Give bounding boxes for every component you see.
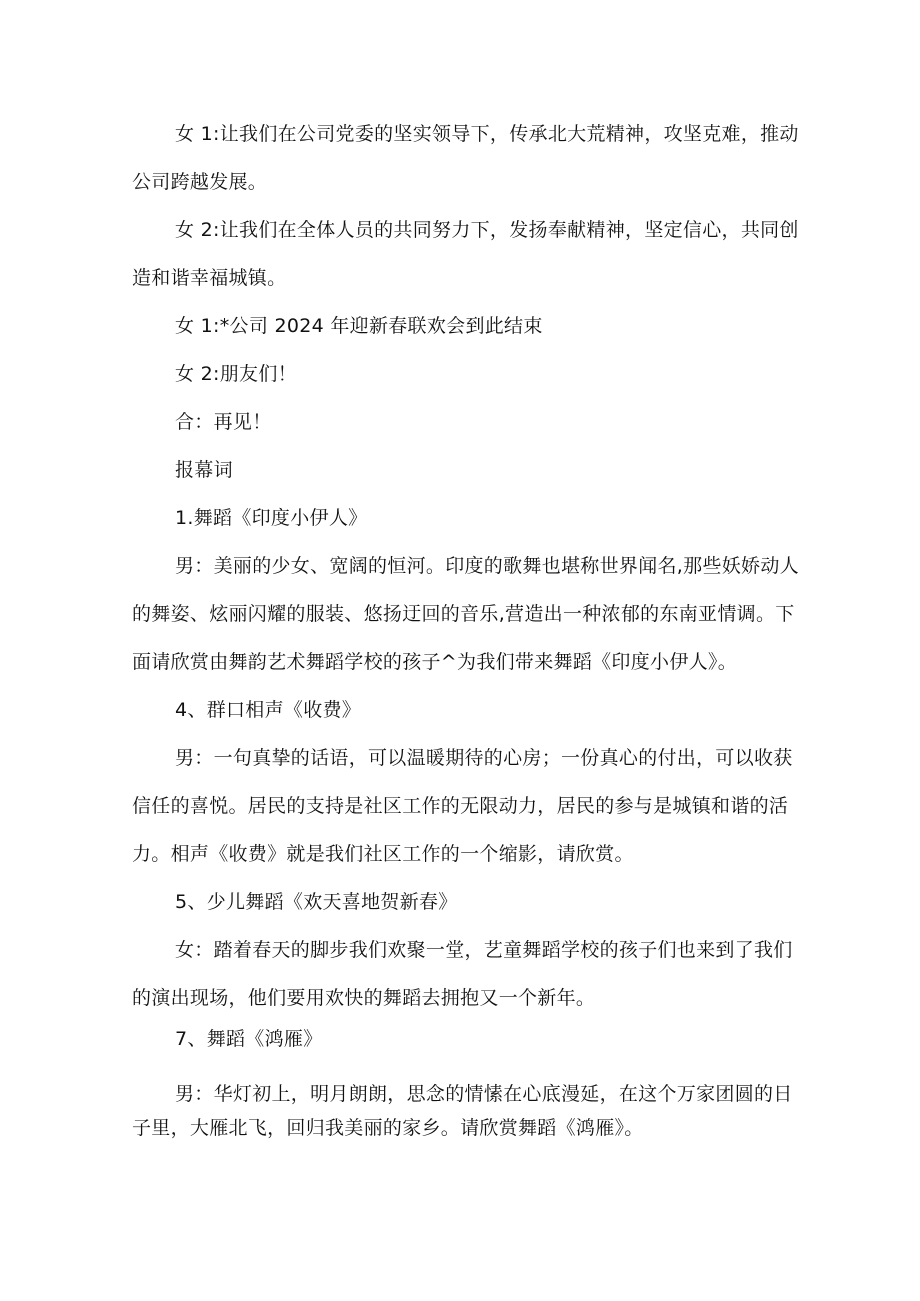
program-item-title: 7、舞蹈《鸿雁》 xyxy=(175,1028,323,1050)
program-item-title: 1.舞蹈《印度小伊人》 xyxy=(175,507,368,529)
text-line: 女 1:*公司 2024 年迎新春联欢会到此结束 xyxy=(175,315,543,337)
text-line: 力。相声《收费》就是我们社区工作的一个缩影，请欣赏。 xyxy=(132,843,634,865)
text-line: 合：再见！ xyxy=(175,411,272,433)
text-line: 子里，大雁北飞，回归我美丽的家乡。请欣赏舞蹈《鸿雁》。 xyxy=(132,1117,644,1139)
text-line: 女 1:让我们在公司党委的坚实领导下，传承北大荒精神，攻坚克难，推动 xyxy=(175,123,799,145)
text-line: 女：踏着春天的脚步我们欢聚一堂，艺童舞蹈学校的孩子们也来到了我们 xyxy=(175,939,793,961)
text-line: 的舞姿、炫丽闪耀的服装、悠扬迂回的音乐,营造出一种浓郁的东南亚情调。下 xyxy=(132,603,795,625)
section-heading: 报幕词 xyxy=(175,459,233,481)
text-line: 的演出现场，他们要用欢快的舞蹈去拥抱又一个新年。 xyxy=(132,987,596,1009)
text-line: 女 2:朋友们！ xyxy=(175,363,297,385)
text-line: 男：华灯初上，明月朗朗，思念的情愫在心底漫延，在这个万家团圆的日 xyxy=(175,1083,793,1105)
text-line: 面请欣赏由舞韵艺术舞蹈学校的孩子^为我们带来舞蹈《印度小伊人》。 xyxy=(132,651,738,673)
text-line: 信任的喜悦。居民的支持是社区工作的无限动力，居民的参与是城镇和谐的活 xyxy=(132,795,789,817)
program-item-title: 5、少儿舞蹈《欢天喜地贺新春》 xyxy=(175,891,458,913)
program-item-title: 4、群口相声《收费》 xyxy=(175,699,362,721)
text-line: 造和谐幸福城镇。 xyxy=(132,267,287,289)
text-line: 公司跨越发展。 xyxy=(132,171,268,193)
text-line: 男：一句真挚的话语，可以温暖期待的心房；一份真心的付出，可以收获 xyxy=(175,747,793,769)
text-line: 女 2:让我们在全体人员的共同努力下，发扬奉献精神，坚定信心，共同创 xyxy=(175,219,799,241)
text-line: 男：美丽的少女、宽阔的恒河。印度的歌舞也堪称世界闻名,那些妖娇动人 xyxy=(175,555,799,577)
